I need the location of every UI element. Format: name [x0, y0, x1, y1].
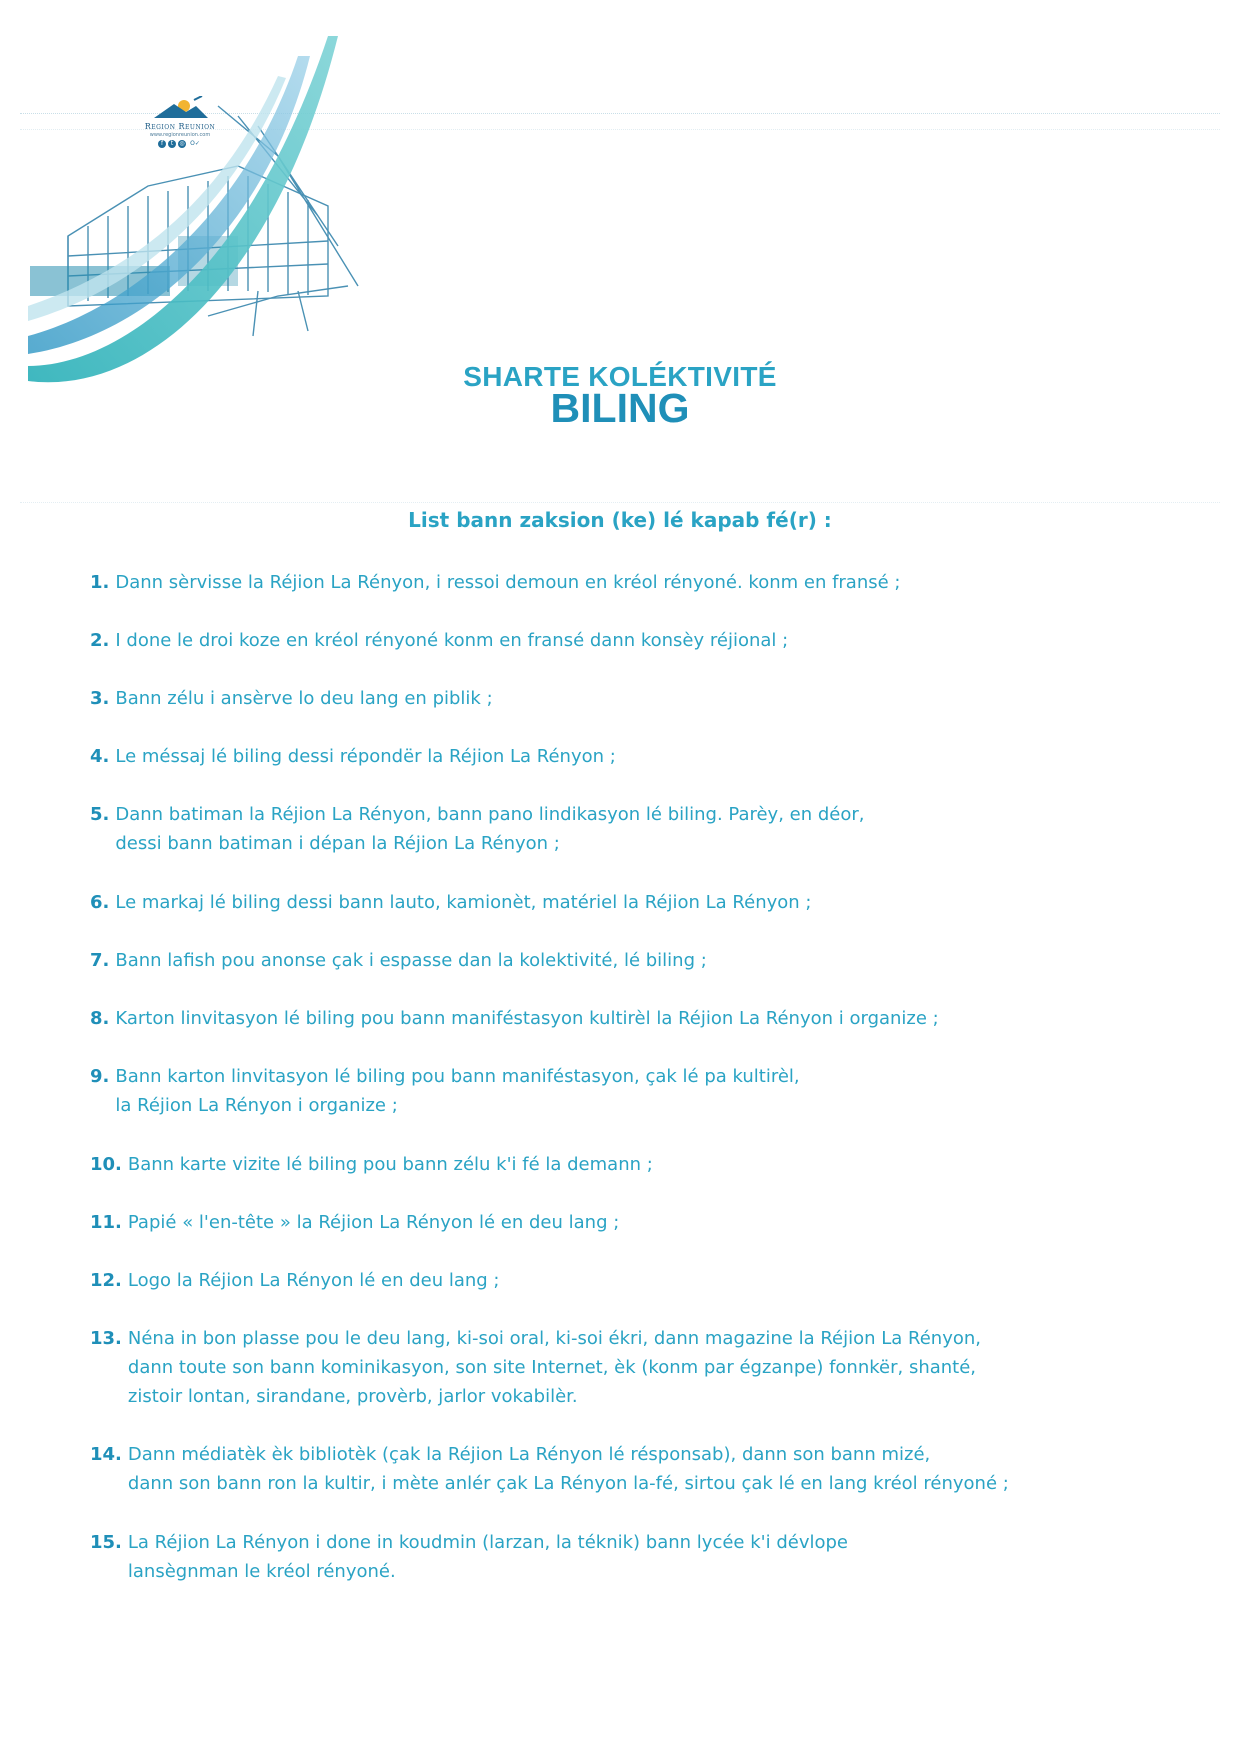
list-item-text: [128, 1440, 1009, 1498]
list-item-number: 1.: [90, 572, 110, 593]
list-item-line: dann toute son bann kominikasyon, son site Internet, èk (konm par égzanpe) fonnkër, shanté,: [127, 1357, 977, 1378]
facebook-icon: f: [158, 140, 166, 148]
list-item: [90, 742, 1150, 771]
list-item: [90, 800, 1150, 858]
document-title: [420, 361, 820, 431]
list-item-line: zistoir lontan, sirandane, provèrb, jarlor vokabilèr.: [127, 1386, 578, 1407]
logo-url: www.regionreunion.com: [149, 132, 211, 138]
instagram-icon: ◎: [179, 140, 185, 147]
list-item-number: 13.: [90, 1328, 122, 1349]
social-icons: [128, 140, 232, 148]
list-item: [90, 888, 1150, 917]
list-item-text: [115, 888, 811, 917]
list-item: [90, 1062, 1150, 1120]
list-item-text: [128, 1266, 500, 1295]
list-item-text: [128, 1150, 653, 1179]
list-item-text: [115, 1004, 938, 1033]
list-item-line: dessi bann batiman i dépan la Réjion La Rényon ;: [115, 833, 560, 854]
list-item-line: Dann batiman la Réjion La Rényon, bann pano lindikasyon lé biling. Parèy, en déor,: [115, 804, 865, 825]
list-item: [90, 684, 1150, 713]
list-item-line: Néna in bon plasse pou le deu lang, ki-soi oral, ki-soi ékri, dann magazine la Réjion La Rényon,: [127, 1328, 981, 1349]
list-item-number: 7.: [90, 950, 110, 971]
list-item-number: 2.: [90, 630, 110, 651]
list-item-text: [115, 684, 492, 713]
list-item-line: Dann médiatèk èk bibliotèk (çak la Réjion La Rényon lé résponsab), dann son bann mizé,: [127, 1444, 931, 1465]
list-item-number: 14.: [90, 1444, 122, 1465]
list-item-line: Bann zélu i ansèrve lo deu lang en piblik ;: [115, 688, 493, 709]
list-item-number: 11.: [90, 1212, 122, 1233]
twitter-icon: t: [168, 140, 176, 148]
list-item-line: Bann karte vizite lé biling pou bann zélu k'i fé la demann ;: [127, 1154, 653, 1175]
list-item-line: La Réjion La Rényon i done in koudmin (larzan, la téknik) bann lycée k'i dévlope: [127, 1532, 848, 1553]
list-item: [90, 1528, 1150, 1586]
list-item-text: [128, 1208, 619, 1237]
list-item-number: 10.: [90, 1154, 122, 1175]
list-item-number: 12.: [90, 1270, 122, 1291]
list-item-number: 5.: [90, 804, 110, 825]
list-item-number: 8.: [90, 1008, 110, 1029]
list-item-line: la Réjion La Rényon i organize ;: [115, 1095, 398, 1116]
list-item-text: [115, 742, 615, 771]
list-item-line: Bann lafish pou anonse çak i espasse dan la kolektivité, lé biling ;: [115, 950, 707, 971]
list-heading: List bann zaksion (ke) lé kapab fé(r) :: [408, 508, 832, 532]
list-item-text: [128, 1528, 848, 1586]
list-item-line: Le méssaj lé biling dessi répondër la Réjion La Rényon ;: [115, 746, 616, 767]
section-rule: [20, 502, 1220, 503]
list-item-line: I done le droi koze en kréol rényoné konm en fransé dann konsèy réjional ;: [115, 630, 789, 651]
list-item-number: 4.: [90, 746, 110, 767]
list-item-number: 6.: [90, 892, 110, 913]
list-item: [90, 1266, 1150, 1295]
list-item-text: [115, 1062, 799, 1120]
list-item-line: Karton linvitasyon lé biling pou bann maniféstasyon kultirèl la Réjion La Rényon i organize ;: [115, 1008, 939, 1029]
mountain-sun-icon: [150, 96, 210, 120]
list-item-number: 9.: [90, 1066, 110, 1087]
header-illustration: [28, 36, 388, 416]
list-item-number: 15.: [90, 1532, 122, 1553]
list-item-text: [115, 946, 706, 975]
list-item-number: 3.: [90, 688, 110, 709]
title-line-2: BILING: [550, 385, 690, 431]
list-item: [90, 1004, 1150, 1033]
list-item: [90, 1208, 1150, 1237]
other-social-icon: O✓: [190, 140, 200, 147]
list-item-text: [128, 1324, 981, 1411]
list-item-text: [115, 800, 864, 858]
list-item-line: Le markaj lé biling dessi bann lauto, kamionèt, matériel la Réjion La Rényon ;: [115, 892, 812, 913]
list-item-text: [115, 568, 900, 597]
logo-name: Region Reunion: [144, 122, 216, 131]
region-logo: [128, 96, 232, 148]
list-item-line: dann son bann ron la kultir, i mète anlér çak La Rényon la-fé, sirtou çak lé en lang kréol rényoné ;: [127, 1473, 1009, 1494]
title-line-1: SHARTE KOLÉKTIVITÉ: [463, 361, 777, 392]
list-item-line: Papié « l'en-tête » la Réjion La Rényon lé en deu lang ;: [127, 1212, 620, 1233]
list-item-line: lansègnman le kréol rényoné.: [127, 1561, 396, 1582]
list-item-line: Dann sèrvisse la Réjion La Rényon, i ressoi demoun en kréol rényoné. konm en fransé ;: [115, 572, 901, 593]
list-item-line: Bann karton linvitasyon lé biling pou bann maniféstasyon, çak lé pa kultirèl,: [115, 1066, 800, 1087]
list-item: [90, 1150, 1150, 1179]
list-item: [90, 568, 1150, 597]
list-item-line: Logo la Réjion La Rényon lé en deu lang ;: [127, 1270, 500, 1291]
list-item: [90, 1440, 1150, 1498]
list-item-text: [115, 626, 788, 655]
list-item: [90, 1324, 1150, 1411]
list-item: [90, 946, 1150, 975]
list-item: [90, 626, 1150, 655]
